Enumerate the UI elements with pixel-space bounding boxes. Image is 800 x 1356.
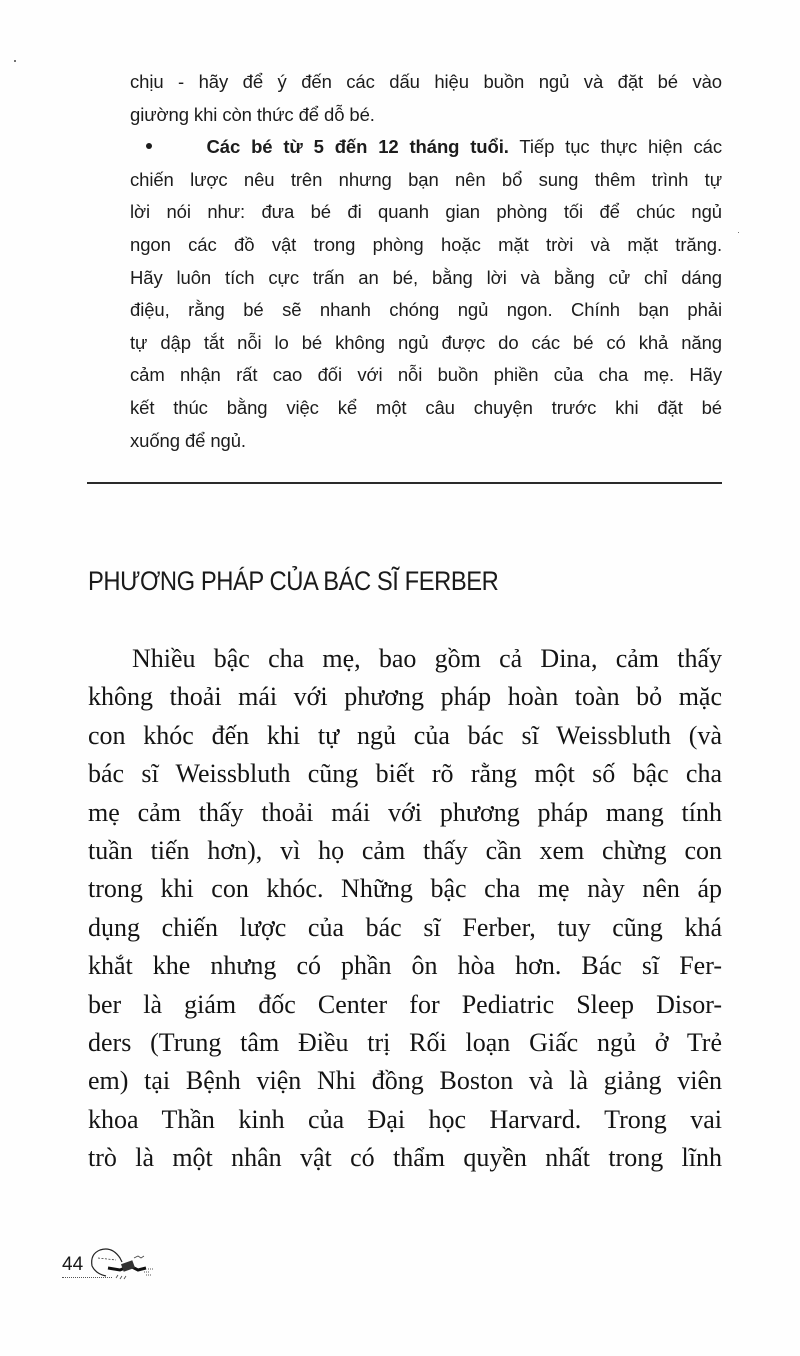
text-line: bác sĩ Weissbluth cũng biết rõ rằng một số bậc cha (88, 759, 722, 789)
bullet-lead-rest: Tiếp tục thực hiện các (519, 136, 722, 158)
text-line: ber là giám đốc Center for Pediatric Sleep Disor- (88, 989, 722, 1019)
text-line: lời nói như: đưa bé đi quanh gian phòng tối để chúc ngủ (130, 201, 722, 223)
text-line: giường khi còn thức để dỗ bé. (130, 103, 375, 125)
text-line: Hãy luôn tích cực trấn an bé, bằng lời và bằng cử chỉ dáng (130, 266, 722, 288)
bullet-icon (146, 143, 152, 149)
scan-speck (738, 232, 739, 233)
bullet-first-line (130, 131, 722, 164)
text-line: chịu - hãy để ý đến các dấu hiệu buồn ngủ và đặt bé vào (130, 71, 722, 92)
text-line: điệu, rằng bé sẽ nhanh chóng ngủ ngon. Chính bạn phải (130, 299, 722, 321)
text-line: không thoải mái với phương pháp hoàn toàn bỏ mặc (88, 682, 722, 712)
text-line: khoa Thần kinh của Đại học Harvard. Trong vai (88, 1104, 722, 1134)
text-line: con khóc đến khi tự ngủ của bác sĩ Weissbluth (và (88, 720, 722, 750)
text-line: chiến lược nêu trên nhưng bạn nên bổ sung thêm trình tự (130, 168, 722, 190)
text-line: em) tại Bệnh viện Nhi đồng Boston và là giảng viên (88, 1066, 722, 1096)
text-line: ders (Trung tâm Điều trị Rối loạn Giấc ngủ ở Trẻ (88, 1028, 722, 1058)
text-line: kết thúc bằng việc kể một câu chuyện trước khi đặt bé (130, 396, 722, 418)
text-line: xuống để ngủ. (130, 429, 246, 451)
scan-speck (14, 60, 16, 62)
text-line: dụng chiến lược của bác sĩ Ferber, tuy cũng khá (88, 912, 722, 942)
text-line: ngon các đồ vật trong phòng hoặc mặt trời và mặt trăng. (130, 233, 722, 255)
bullet-item (130, 131, 722, 457)
sidebar-box-text (130, 66, 722, 457)
text-line: tự dập tắt nỗi lo bé không ngủ được do các bé có khả năng (130, 331, 722, 353)
body-paragraph (88, 640, 722, 1178)
section-divider (87, 482, 722, 484)
text-line: tuần tiến hơn), vì họ cảm thấy cần xem chừng con (88, 836, 722, 866)
text-line: trò là một nhân vật có thẩm quyền nhất trong lĩnh (88, 1143, 722, 1173)
text-line: Nhiều bậc cha mẹ, bao gồm cả Dina, cảm thấy (132, 644, 722, 673)
sleeping-figure-ornament-icon (86, 1244, 176, 1284)
text-line: trong khi con khóc. Những bậc cha mẹ này nên áp (88, 874, 722, 904)
continued-paragraph (130, 66, 722, 131)
page-number: 44 (62, 1254, 84, 1275)
text-line: cảm nhận rất cao đối với nỗi buồn phiền của cha mẹ. Hãy (130, 364, 722, 386)
text-line: khắt khe nhưng có phần ôn hòa hơn. Bác sĩ Fer- (88, 951, 722, 981)
text-line: mẹ cảm thấy thoải mái với phương pháp mang tính (88, 797, 722, 827)
bullet-bold-lead: Các bé từ 5 đến 12 tháng tuổi. (206, 136, 509, 158)
section-heading: PHƯƠNG PHÁP CỦA BÁC SĨ FERBER (88, 566, 499, 596)
page-footer (62, 1250, 222, 1290)
